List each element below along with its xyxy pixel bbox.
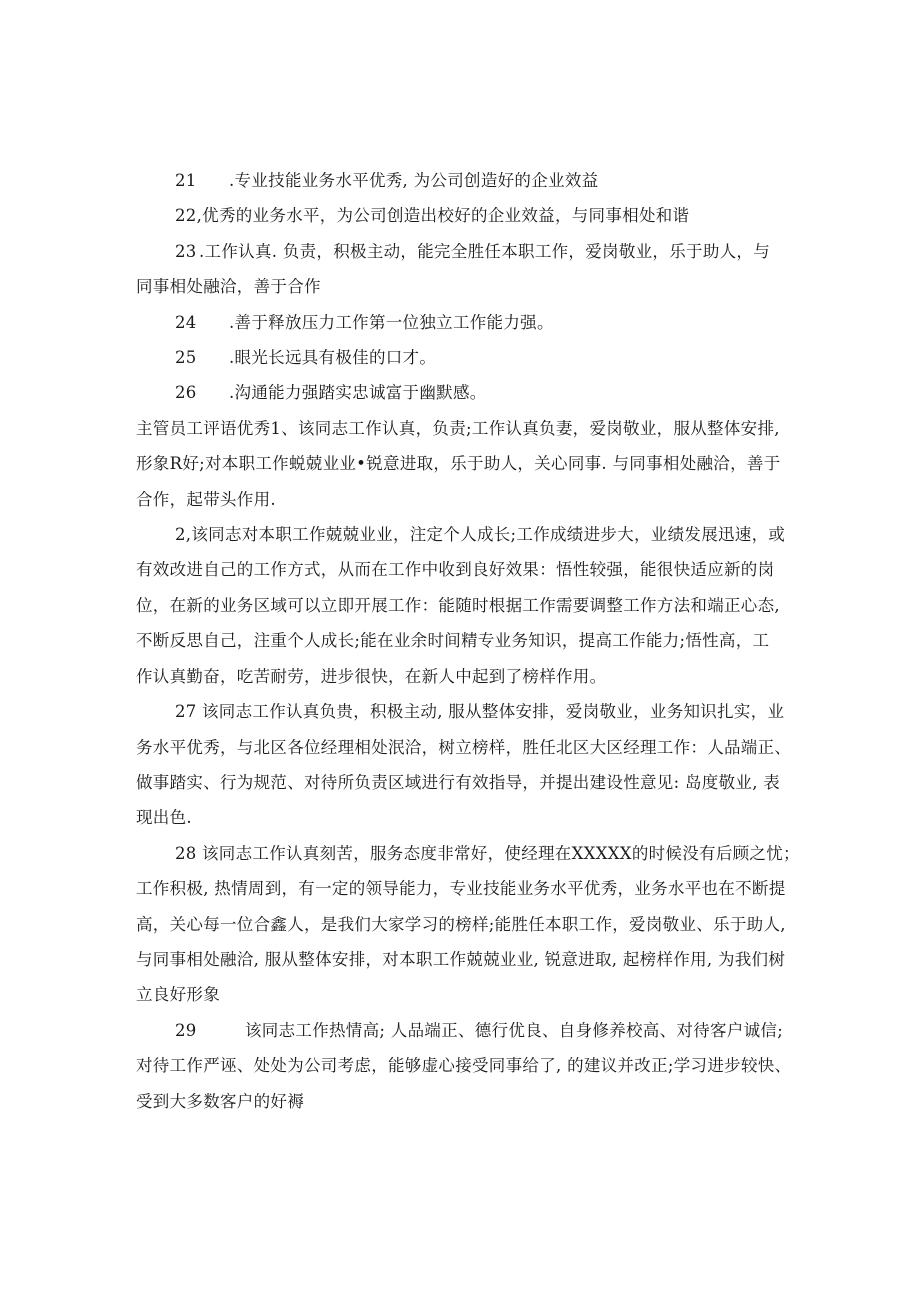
para-29-line: 受到大多数客户的好褥	[136, 1092, 304, 1111]
item-24	[175, 313, 554, 333]
item-26	[175, 383, 487, 403]
para-29-line	[175, 1021, 783, 1041]
item-text: .工作认真. 负责，积极主动，能完全胜任本职工作，爱岗敬业，乐于助人，与	[199, 242, 771, 261]
para-2-line: 有效改进自己的工作方式，从而在工作中收到良好效果：悟性较强，能很快适应新的岗	[136, 560, 775, 579]
para-29-line: 对待工作严诬、处处为公司考虑，能够虚心接受同事给了, 的建议并改正;学习进步较快、	[136, 1056, 792, 1075]
para-27-line: 务水平优秀，与北区各位经理相处泯洽，树立榜样，胜任北区大区经理工作：人品端正、	[136, 738, 792, 757]
item-number: 27	[175, 702, 197, 721]
para-28-line: 与同事相处融洽, 服从整体安排，对本职工作兢兢业业, 锐意进取, 起榜样作用, 为我们树	[136, 950, 786, 969]
section-line: 主管员工评语优秀1、该同志工作认真，负责;工作认真负妻，爱岗敬业，服从整体安排,	[136, 419, 780, 438]
para-28-line: 立良好形象	[136, 985, 220, 1004]
section-line: 合作，起带头作用.	[136, 490, 276, 509]
item-text: 22,优秀的业务水平，为公司创造出校好的企业效益，与同事相处和谐	[175, 206, 690, 225]
item-text: .沟通能力强踏实忠诚富于幽默感。	[229, 383, 487, 402]
item-number: 24	[175, 313, 197, 332]
para-28-line	[175, 844, 800, 864]
item-number: 21	[175, 171, 197, 190]
para-27-line	[175, 702, 784, 722]
item-25	[175, 348, 436, 368]
item-21	[175, 171, 598, 191]
para-2-line: 不断反思自己，注重个人成长;能在业余时间精专业务知识，提高工作能力;悟性高，工	[136, 631, 770, 650]
item-number: 26	[175, 383, 197, 402]
item-text: 该同志工作认真负贵，积极主动, 服从整体安排，爱岗敬业，业务知识扎实，业	[202, 702, 785, 721]
item-text: 该同志工作认真刻苦，服务态度非常好，使经理在XXXXX的时候没有后顾之忧；	[202, 844, 800, 863]
item-number: 28	[175, 844, 197, 863]
para-28-line: 高，关心每一位合鑫人，是我们大家学习的榜样;能胜任本职工作，爱岗敬业、乐于助人,	[136, 915, 786, 934]
item-text: 该同志工作热情高; 人品端正、德行优良、自身修养校高、对待客户诚信;	[245, 1021, 784, 1040]
item-text: .专业技能业务水平优秀, 为公司创造好的企业效益	[229, 171, 599, 190]
item-23-continued	[136, 277, 321, 297]
para-2-line: 作认真勤奋，吃苦耐劳，进步很快，在新人中起到了榜样作用。	[136, 667, 607, 686]
para-2-line: 位，在新的业务区域可以立即开展工作：能随时根据工作需要调整工作方法和端正心态,	[136, 596, 780, 615]
para-27-line: 做事踏实、行为规范、对待所负责区域进行有效指导，并提出建设性意见: 岛度敬业, 表	[136, 773, 781, 792]
para-2-line: 2,该同志对本职工作兢兢业业，注定个人成长;工作成绩进步大，业绩发展迅速，或	[175, 525, 786, 544]
item-text: .眼光长远具有极佳的口才。	[229, 348, 437, 367]
item-number: 29	[175, 1021, 197, 1040]
item-text: 同事相处融洽，善于合作	[136, 277, 321, 296]
item-number: 25	[175, 348, 197, 367]
item-text: .善于释放压力工作第一位独立工作能力强。	[229, 313, 554, 332]
item-22	[175, 206, 689, 226]
item-23	[175, 242, 770, 262]
para-27-line: 现出色.	[136, 808, 192, 827]
para-28-line: 工作积极, 热情周到，有一定的领导能力，专业技能业务水平优秀，业务水平也在不断提	[136, 879, 786, 898]
item-number: 23	[175, 242, 197, 261]
section-line: 形象R好;对本职工作蜕兢业业•锐意进取，乐于助人，关心同事. 与同事相处融洽，善于	[136, 454, 781, 473]
